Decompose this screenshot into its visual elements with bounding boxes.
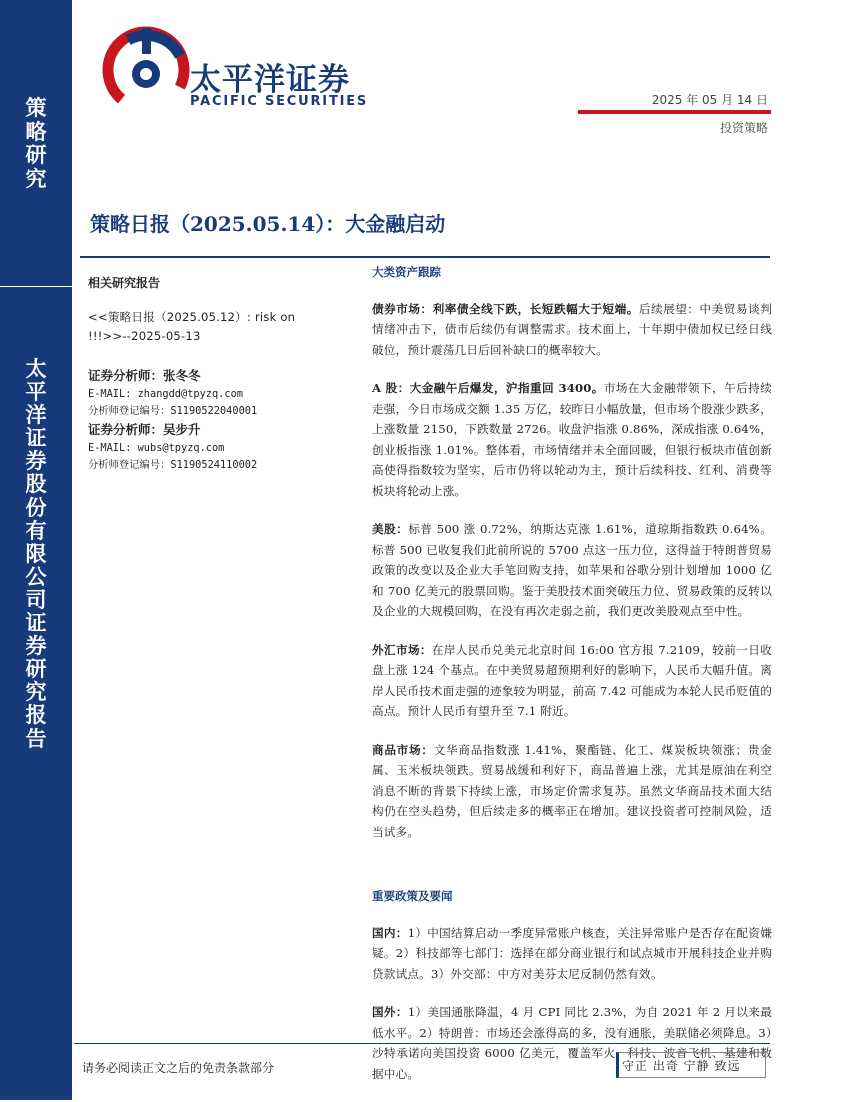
sidebar-char: 券 [25,633,47,659]
sidebar-char: 究 [25,165,47,191]
paragraph-text: 市场在大金融带领下，午后持续走强，今日市场成交额 1.35 万亿，较昨日小幅放量，但市场个股涨少跌多，上涨数量 2150，下跌数量 2726。收盘沪指涨 0.86%，深成指涨 0.64%，创业板指涨 1.01%。整体看，市场情绪并未全面回暖，但银行板块市值创新高使得指数较为坚实，后市仍将以轮动为主，预计后续科技、红利、消费等板块将轮动上涨。 [372,381,772,498]
related-reports-heading: 相关研究报告 [88,276,161,290]
sidebar-char: 公 [25,563,47,589]
footer-rule [74,1043,770,1044]
paragraph-lead: 美股： [372,522,409,536]
analyst-name: 证券分析师：张冬冬 [88,368,201,383]
paragraph-lead: 债券市场：利率债全线下跌，长短跌幅大于短端。 [372,301,639,316]
analyst-card [88,366,323,420]
left-column [88,274,323,474]
pacific-securities-logo-icon [98,18,194,114]
report-category: 投资策略 [719,121,768,135]
paragraph-lead: 国外： [372,1005,408,1019]
analyst-registration: 分析师登记编号：S1190524110002 [88,459,258,471]
sidebar-char: 略 [25,118,47,144]
paragraph-text: 标普 500 涨 0.72%，纳斯达克涨 1.61%，道琼斯指数跌 0.64%。标普 500 已收复我们此前所说的 5700 点这一压力位，这得益于特朗普贸易政策的改变以及企业大手笔回购支持，如苹果和谷歌分别计划增加 1000 亿和 700 亿美元的股票回购。鉴于美股技术面突破压力位、贸易政策的反转以及企业的大规模回购，在没有再次走弱之前，我们更改美股观点至中性。 [372,522,772,618]
sidebar-char: 股 [25,471,47,497]
paragraph-us-stocks [372,519,772,622]
analyst-registration: 分析师登记编号：S1190522040001 [88,405,258,417]
analyst-email[interactable]: E-MAIL: wubs@tpyzq.com [88,442,225,454]
company-motto: 守正 出奇 宁静 致远 [622,1059,741,1073]
report-date: 2025 年 05 月 14 日 [651,93,768,107]
section-heading-policy-news: 重要政策及要闻 [372,889,453,903]
analyst-name: 证券分析师：吴步升 [88,422,201,437]
paragraph-text: 1）中国结算启动一季度异常账户核查，关注异常账户是否存在配资嫌疑。2）科技部等七部门：选择在部分商业银行和试点城市开展科技企业并购贷款试点。3）外交部：中方对美芬太尼反制仍然有效。 [372,925,772,981]
header-red-rule [578,110,771,114]
sidebar-char: 券 [25,448,47,474]
sidebar-char: 报 [25,702,47,728]
sidebar-char: 策 [25,95,47,120]
sidebar-char: 研 [25,656,47,682]
paragraph-text: 文华商品指数涨 1.41%，聚酯链、化工、煤炭板块领涨；贵金属、玉米板块领跌。贸易战缓和利好下，商品普遍上涨，尤其是原油在利空消息不断的背景下持续上涨，市场定价需求复苏。虽然文华商品技术面大结构仍在空头趋势，但后续走多的概率正在增加。建议投资者可控制风险，适当试多。 [372,742,772,839]
paragraph-commodities [372,740,772,843]
sidebar-char: 限 [25,540,47,566]
paragraph-domestic [372,923,772,985]
paragraph-lead: 商品市场： [372,742,434,757]
paragraph-lead: 国内： [372,925,408,940]
sidebar-char: 平 [25,379,47,405]
sidebar-char: 洋 [25,402,47,428]
paragraph-text: 后续展望：中美贸易谈判情绪冲击下，债市后续仍有调整需求。技术面上，十年期中债加权已经日线破位，预计震荡几日后回补缺口的概率较大。 [372,301,772,357]
right-column [372,262,772,1102]
title-rule [80,256,770,258]
sidebar-char: 告 [25,725,47,751]
paragraph-text: 1）美国通胀降温，4 月 CPI 同比 2.3%，为自 2021 年 2 月以来最低水平。2）特朗普：市场还会涨得高的多，没有通胀，美联储必须降息。3）沙特承诺向美国投资 6000 亿美元，覆盖军火、科技、波音飞机、基建和数据中心。 [372,1005,772,1081]
sidebar-char: 证 [25,610,47,636]
page-title: 策略日报（2025.05.14）：大金融启动 [90,212,446,236]
sidebar-char: 研 [25,142,47,168]
analyst-email[interactable]: E-MAIL: zhangdd@tpyzq.com [88,388,243,400]
section-heading-assets: 大类资产跟踪 [372,265,441,279]
analyst-card [88,420,323,474]
sidebar-char: 有 [25,517,47,543]
sidebar-char: 太 [25,356,47,381]
sidebar-char: 究 [25,679,47,705]
paragraph-fx-market [372,640,772,722]
paragraph-bond-market [372,299,772,361]
paragraph-text: 在岸人民币兑美元北京时间 16:00 官方报 7.2109，较前一日收盘上涨 124 个基点。在中美贸易超预期利好的影响下，人民币大幅升值。离岸人民币技术面走强的迹象较为明显，前高 7.42 可能成为本轮人民币贬值的高点。预计人民币有望升至 7.1 附近。 [372,642,772,718]
related-report-link[interactable]: <<策略日报（2025.05.12）: risk on !!!>>--2025-05-13 [88,310,296,343]
paragraph-lead: A 股：大金融午后爆发，沪指重回 3400。 [372,381,604,395]
sidebar-char: 份 [25,494,47,520]
footer-disclaimer: 请务必阅读正文之后的免责条款部分 [82,1061,275,1075]
paragraph-lead: 外汇市场： [372,642,432,657]
sidebar-char: 司 [25,586,47,612]
sidebar-char: 证 [25,425,47,451]
sidebar-label-company [0,357,72,750]
paragraph-a-share [372,378,772,501]
brand-name-en: PACIFIC SECURITIES [190,94,369,109]
sidebar-label-strategy [0,96,72,190]
brand-name-cn: 太平洋证券 [190,62,350,98]
